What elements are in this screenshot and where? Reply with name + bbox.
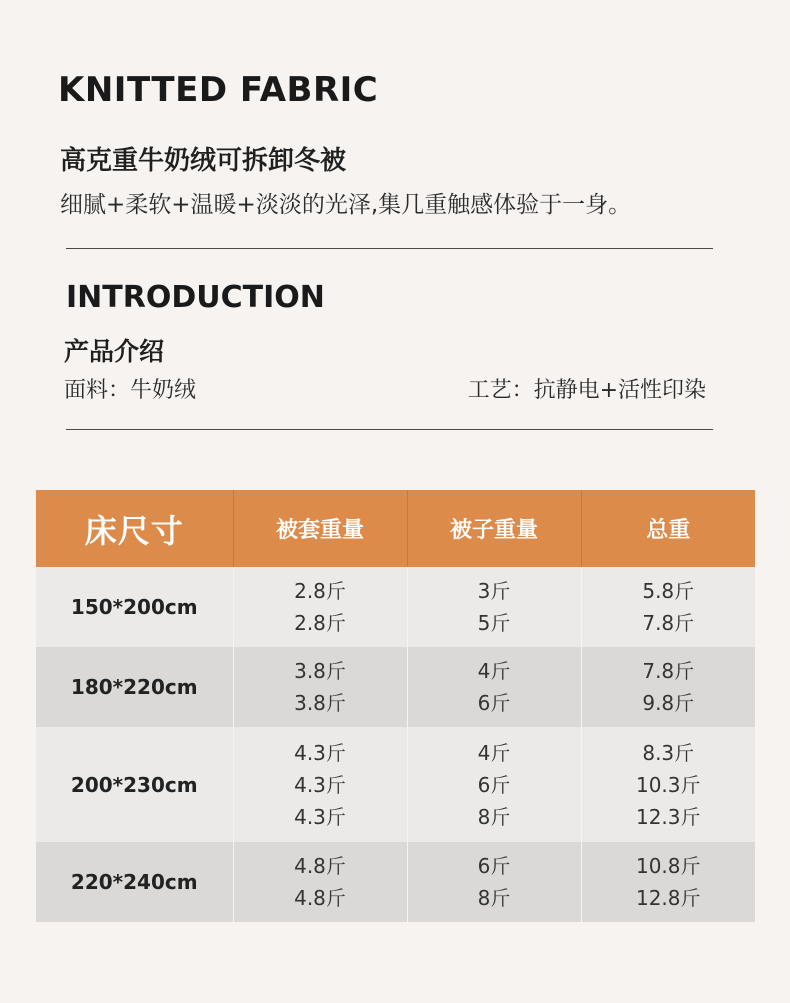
hero-title: KNITTED FABRIC [58, 70, 379, 110]
cover-weight-value: 4.8斤 [294, 886, 346, 910]
divider-bottom [66, 429, 713, 430]
cell-total-weight [581, 842, 755, 922]
cover-weight-value: 2.8斤 [294, 579, 346, 603]
cover-weight-value: 3.8斤 [294, 691, 346, 715]
total-weight-value: 9.8斤 [642, 691, 695, 715]
total-weight-value: 12.3斤 [635, 804, 701, 829]
header-total-weight: 总重 [581, 490, 755, 567]
total-weight-value: 8.3斤 [642, 740, 695, 765]
table-row [36, 727, 755, 842]
intro-subtitle: 产品介绍 [64, 337, 165, 366]
total-weight-value: 7.8斤 [642, 659, 695, 683]
cell-cover-weight [233, 727, 407, 842]
table-row [36, 842, 755, 922]
quilt-weight-value: 5斤 [477, 611, 511, 635]
cover-weight-value: 2.8斤 [294, 611, 346, 635]
table-header [36, 490, 755, 567]
divider-top [66, 248, 713, 249]
spec-material: 面料：牛奶绒 [64, 378, 197, 403]
cell-quilt-weight [407, 567, 581, 647]
quilt-weight-value: 4斤 [477, 659, 511, 683]
quilt-weight-value: 8斤 [477, 804, 511, 829]
spec-craft: 工艺：抗静电+活性印染 [467, 378, 706, 403]
cover-weight-value: 4.8斤 [294, 854, 346, 878]
table-row [36, 567, 755, 647]
quilt-weight-value: 8斤 [477, 886, 511, 910]
header-cover-weight: 被套重量 [233, 490, 407, 567]
cell-size: 200*230cm [36, 727, 233, 842]
cell-size: 220*240cm [36, 842, 233, 922]
header-bed-size: 床尺寸 [36, 490, 233, 567]
cover-weight-value: 3.8斤 [294, 659, 346, 683]
cell-quilt-weight [407, 842, 581, 922]
table-row [36, 647, 755, 727]
cell-quilt-weight [407, 727, 581, 842]
cell-total-weight [581, 727, 755, 842]
quilt-weight-value: 6斤 [477, 854, 511, 878]
product-description: 细腻+柔软+温暖+淡淡的光泽,集几重触感体验于一身。 [60, 192, 632, 218]
total-weight-value: 10.8斤 [635, 854, 701, 878]
cell-cover-weight [233, 842, 407, 922]
header-quilt-weight: 被子重量 [407, 490, 581, 567]
cover-weight-value: 4.3斤 [294, 804, 346, 829]
cell-cover-weight [233, 567, 407, 647]
total-weight-value: 12.8斤 [635, 886, 701, 910]
size-weight-table [36, 490, 755, 922]
total-weight-value: 5.8斤 [642, 579, 695, 603]
cell-size: 180*220cm [36, 647, 233, 727]
total-weight-value: 10.3斤 [635, 772, 701, 797]
total-weight-value: 7.8斤 [642, 611, 695, 635]
cell-size: 150*200cm [36, 567, 233, 647]
cell-quilt-weight [407, 647, 581, 727]
quilt-weight-value: 6斤 [477, 691, 511, 715]
quilt-weight-value: 6斤 [477, 772, 511, 797]
cover-weight-value: 4.3斤 [294, 772, 346, 797]
cell-total-weight [581, 567, 755, 647]
quilt-weight-value: 3斤 [477, 579, 511, 603]
product-name: 高克重牛奶绒可拆卸冬被 [60, 146, 347, 176]
intro-title: INTRODUCTION [66, 280, 325, 315]
cell-cover-weight [233, 647, 407, 727]
cover-weight-value: 4.3斤 [294, 740, 346, 765]
quilt-weight-value: 4斤 [477, 740, 511, 765]
cell-total-weight [581, 647, 755, 727]
